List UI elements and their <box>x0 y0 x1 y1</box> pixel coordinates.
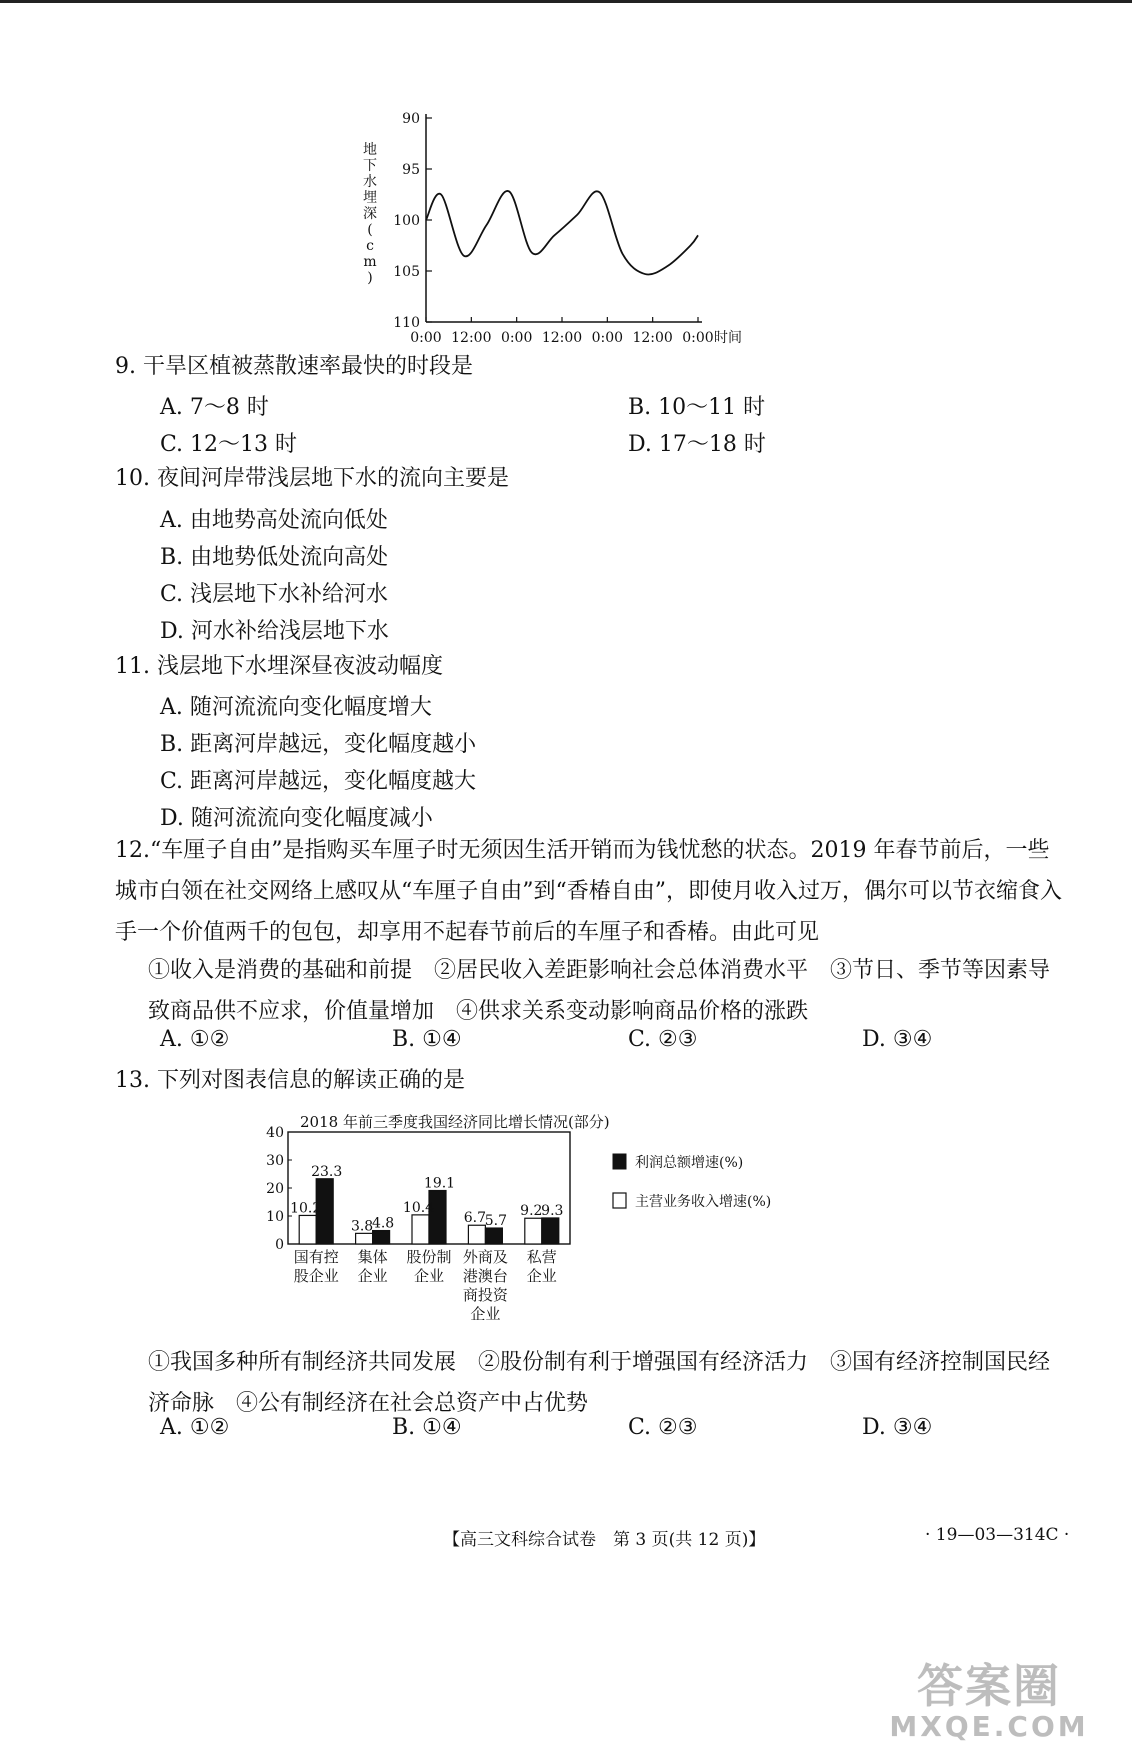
groundwater-line-chart <box>363 110 750 385</box>
y-axis-title-char: 深 <box>363 206 377 222</box>
watermark-line1: 答案圈 <box>917 1659 1061 1713</box>
q13-option-d: D. ③④ <box>862 1415 933 1440</box>
q12-option-b: B. ①④ <box>392 1027 462 1052</box>
bar-income <box>356 1233 373 1244</box>
q12-option-c: C. ②③ <box>628 1027 698 1052</box>
data-label-income: 9.2 <box>520 1203 543 1220</box>
q9-stem: 9. 干旱区植被蒸散速率最快的时段是 <box>115 354 473 379</box>
bar-profit <box>485 1228 502 1244</box>
category-label: 私营 <box>526 1248 557 1266</box>
y-axis-title-char: ( <box>367 222 373 238</box>
data-label-profit: 19.1 <box>423 1175 456 1192</box>
legend-label-income: 主营业务收入增速(%) <box>635 1194 772 1210</box>
bar-income <box>468 1225 485 1244</box>
top-border <box>0 0 1132 3</box>
y-tick-label: 95 <box>402 162 420 178</box>
data-label-profit: 4.8 <box>371 1215 395 1232</box>
data-label-income: 10.2 <box>290 1200 322 1217</box>
x-tick-label: 12:00 <box>541 330 583 346</box>
enterprise-growth-bar-chart <box>266 1107 920 1372</box>
watermark-logo <box>874 1660 1104 1744</box>
data-label-profit: 23.3 <box>311 1163 343 1180</box>
q13-option-a: A. ①② <box>160 1415 230 1440</box>
category-label: 股份制 <box>406 1248 452 1266</box>
y-tick-label: 20 <box>266 1181 284 1197</box>
q9-option-b: B. 10～11 时 <box>628 395 766 420</box>
q9-option-d: D. 17～18 时 <box>628 432 766 457</box>
y-tick-label: 40 <box>266 1125 284 1141</box>
x-tick-label: 0:00 <box>500 330 533 346</box>
category-label: 企业 <box>526 1267 557 1285</box>
q9-option-c: C. 12～13 时 <box>160 432 298 457</box>
legend-swatch-profit <box>613 1154 626 1169</box>
data-label-income: 10.4 <box>402 1199 435 1216</box>
q10-option-d: D. 河水补给浅层地下水 <box>160 619 389 644</box>
y-tick-label: 110 <box>393 315 420 331</box>
bar-profit <box>429 1191 446 1244</box>
legend-label-profit: 利润总额增速(%) <box>635 1155 744 1171</box>
q10-option-c: C. 浅层地下水补给河水 <box>160 582 389 607</box>
q12-stem: 12.“车厘子自由”是指购买车厘子时无须因生活开销而为钱忧愁的状态。2019 年春节前后，一些城市白领在社交网络上感叹从“车厘子自由”到“香椿自由”，即使月收入过万，偶尔可以节衣缩食入手一个价值两千的包包，却享用不起春节前后的车厘子和香椿。由此可见 <box>115 838 1062 945</box>
data-label-income: 6.7 <box>463 1210 487 1227</box>
paper-code: · 19—03—314C · <box>925 1525 1070 1545</box>
legend-swatch-income <box>613 1193 626 1208</box>
y-axis-title-char: 地 <box>363 142 377 158</box>
q12-option-d: D. ③④ <box>862 1027 933 1052</box>
q10-option-b: B. 由地势低处流向高处 <box>160 545 389 570</box>
watermark-line2: MXQE.COM <box>889 1710 1089 1743</box>
y-tick-label: 100 <box>393 213 420 229</box>
bar-chart-title: 2018 年前三季度我国经济同比增长情况(部分) <box>300 1113 610 1131</box>
category-label: 企业 <box>470 1305 501 1323</box>
q13-stem: 13. 下列对图表信息的解读正确的是 <box>115 1068 465 1093</box>
data-label-profit: 5.7 <box>484 1213 508 1230</box>
y-axis-title-char: ) <box>367 270 373 286</box>
y-axis-title-char: c <box>366 238 374 254</box>
category-label: 商投资 <box>462 1286 508 1304</box>
category-label: 企业 <box>357 1267 388 1285</box>
groundwater-depth-curve <box>426 191 698 275</box>
x-tick-label: 12:00 <box>451 330 492 346</box>
y-tick-label: 30 <box>266 1153 284 1169</box>
q13-option-b: B. ①④ <box>392 1415 462 1440</box>
bar-income <box>412 1215 429 1244</box>
q12-statements: ①收入是消费的基础和前提 ②居民收入差距影响社会总体消费水平 ③节日、季节等因素导致商品供不应求，价值量增加 ④供求关系变动影响商品价格的涨跌 <box>148 958 1051 1024</box>
category-label: 股企业 <box>293 1267 339 1285</box>
q10-stem: 10. 夜间河岸带浅层地下水的流向主要是 <box>115 466 509 491</box>
category-label: 企业 <box>413 1267 445 1285</box>
q12-option-a: A. ①② <box>160 1027 230 1052</box>
q13-option-c: C. ②③ <box>628 1415 698 1440</box>
q11-option-a: A. 随河流流向变化幅度增大 <box>160 695 432 720</box>
x-tick-label: 12:00 <box>632 330 673 346</box>
x-tick-label: 0:00 <box>591 330 624 346</box>
y-tick-label: 0 <box>275 1237 284 1253</box>
q10-option-a: A. 由地势高处流向低处 <box>160 508 388 533</box>
bar-profit <box>373 1231 390 1244</box>
q11-option-d: D. 随河流流向变化幅度减小 <box>160 806 433 831</box>
y-tick-label: 10 <box>266 1209 284 1225</box>
bar-income <box>525 1218 542 1244</box>
y-axis-title-char: 水 <box>363 174 377 190</box>
y-axis-title-char: m <box>363 254 377 270</box>
category-label: 国有控 <box>293 1248 339 1266</box>
q13-statements: ①我国多种所有制经济共同发展 ②股份制有利于增强国有经济活力 ③国有经济控制国民经济命脉 ④公有制经济在社会总资产中占优势 <box>148 1350 1051 1416</box>
x-tick-label: 0:00 <box>682 330 714 346</box>
page-footer: 【高三文科综合试卷 第 3 页(共 12 页)】 <box>443 1530 766 1550</box>
q11-option-b: B. 距离河岸越远，变化幅度越小 <box>160 732 477 757</box>
x-axis-title: 时间 <box>714 330 742 346</box>
y-axis-title-char: 埋 <box>363 190 377 206</box>
q11-option-c: C. 距离河岸越远，变化幅度越大 <box>160 769 477 794</box>
y-tick-label: 105 <box>393 264 420 280</box>
q9-option-a: A. 7～8 时 <box>160 395 269 420</box>
data-label-profit: 9.3 <box>541 1202 564 1219</box>
y-tick-label: 90 <box>402 111 420 127</box>
bar-income <box>299 1215 316 1244</box>
q11-stem: 11. 浅层地下水埋深昼夜波动幅度 <box>115 654 443 679</box>
category-label: 港澳台 <box>462 1267 508 1285</box>
y-axis-title-char: 下 <box>363 158 377 174</box>
data-label-income: 3.8 <box>350 1218 374 1235</box>
category-label: 集体 <box>357 1248 388 1266</box>
category-label: 外商及 <box>462 1248 508 1266</box>
bar-profit <box>542 1218 559 1244</box>
x-tick-label: 0:00 <box>410 330 442 346</box>
